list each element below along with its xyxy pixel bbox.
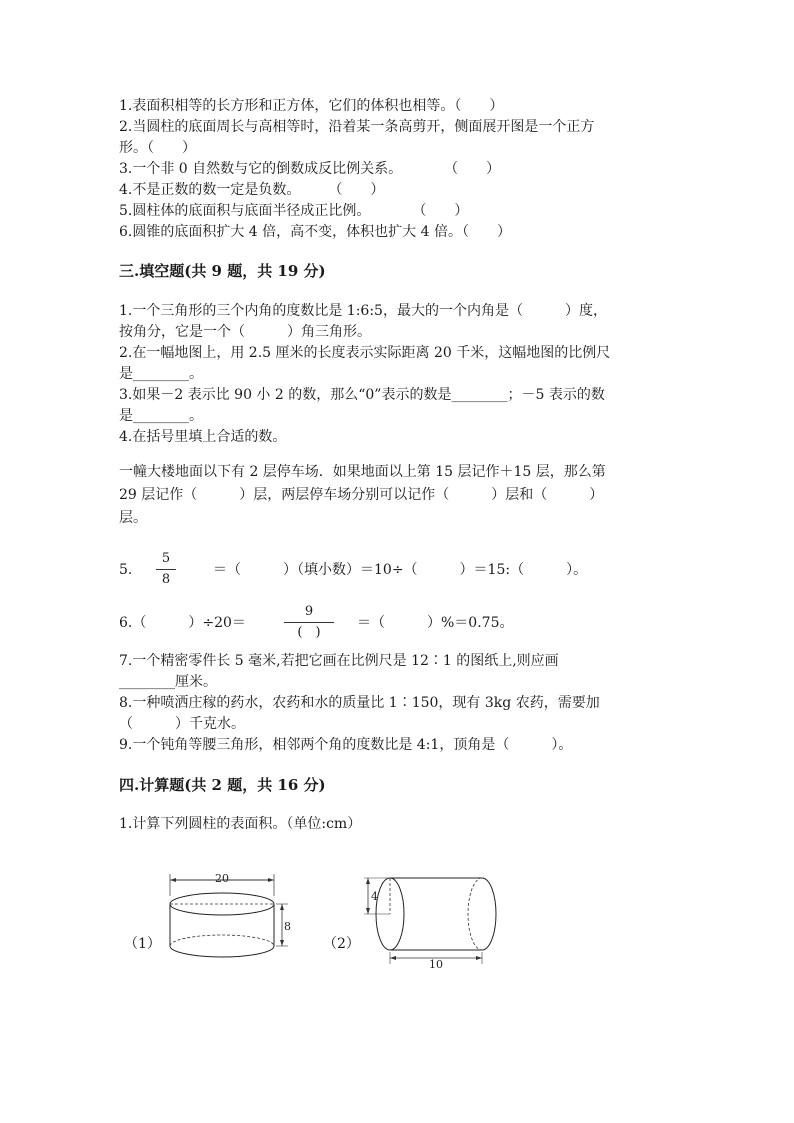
- fill-story-line3: 层。: [119, 510, 147, 526]
- fill-q3-line1: 3.如果－2 表示比 90 小 2 的数，那么“0”表示的数是________；－5 表示的数: [119, 387, 605, 403]
- fill-q2-line2: 是________。: [119, 366, 203, 382]
- fill-q6-numerator: 9: [304, 604, 314, 619]
- fill-q8-line1: 8.一种喷洒庄稼的药水，农药和水的质量比 1∶150，现有 3kg 农药，需要加: [119, 695, 600, 711]
- fill-q6-rest: ＝（ ）%＝0.75。: [357, 615, 514, 631]
- fill-q5-fraction: [156, 550, 176, 589]
- judge-item-2: 2.当圆柱的底面周长与高相等时，沿着某一条高剪开，侧面展开图是一个正方: [119, 119, 595, 135]
- figure-1-diameter: 20: [215, 872, 229, 885]
- fill-story-line1: 一幢大楼地面以下有 2 层停车场．如果地面以上第 15 层记作＋15 层，那么第: [119, 464, 606, 480]
- judge-item-3: 3.一个非 0 自然数与它的倒数成反比例关系。 （ ）: [119, 161, 501, 177]
- judge-item-1: 1.表面积相等的长方形和正方体，它们的体积也相等。（ ）: [119, 98, 504, 114]
- fraction-bar: [284, 622, 334, 623]
- fill-q3-line2: 是________。: [119, 408, 203, 424]
- judge-item-2-cont: 形。（ ）: [119, 140, 196, 156]
- judge-item-4: 4.不是正数的数一定是负数。 （ ）: [119, 182, 385, 198]
- fill-q6-fraction: [284, 603, 334, 642]
- fill-section-heading: 三.填空题(共 9 题，共 19 分): [119, 262, 326, 280]
- figure-2-radius: 4: [371, 890, 378, 903]
- fill-q7-line1: 7.一个精密零件长 5 毫米,若把它画在比例尺是 12∶1 的图纸上,则应画: [119, 653, 559, 669]
- fill-q6-denominator: ( ): [297, 625, 321, 640]
- fill-q1-line1: 1.一个三角形的三个内角的度数比是 1:6:5，最大的一个内角是（ ）度，: [119, 303, 607, 319]
- fill-q5-label: 5.: [119, 562, 133, 578]
- fill-q5-rest: ＝（ ）（填小数）＝10÷（ ）＝15:（ ）。: [213, 562, 588, 578]
- calc-q1: 1.计算下列圆柱的表面积。（单位:cm）: [119, 816, 362, 832]
- fill-q9-line: 9.一个钝角等腰三角形，相邻两个角的度数比是 4:1，顶角是（ ）。: [119, 737, 573, 753]
- cylinder-figure-1: [160, 866, 300, 970]
- fill-q6-left: 6.（ ）÷20＝: [119, 615, 246, 631]
- fill-q7-line2: ________厘米。: [119, 674, 217, 690]
- judge-item-6: 6.圆锥的底面积扩大 4 倍，高不变，体积也扩大 4 倍。（ ）: [119, 224, 511, 240]
- figure-1-height: 8: [284, 920, 291, 933]
- fill-q5-denominator: 8: [161, 572, 171, 587]
- figure-1-label: （1）: [124, 936, 161, 952]
- calc-section-heading: 四.计算题(共 2 题，共 16 分): [119, 776, 326, 794]
- fill-story-line2: 29 层记作（ ）层，两层停车场分别可以记作（ ）层和（ ）: [119, 487, 604, 503]
- figure-2-length: 10: [429, 958, 443, 970]
- fraction-bar: [156, 569, 176, 570]
- fill-q5-numerator: 5: [161, 551, 171, 566]
- cylinder-figure-2: [360, 866, 505, 970]
- fill-q1-line2: 按角分，它是一个（ ）角三角形。: [119, 324, 371, 340]
- fill-q4-line: 4.在括号里填上合适的数。: [119, 429, 287, 445]
- judge-item-5: 5.圆柱体的底面积与底面半径成正比例。 （ ）: [119, 203, 469, 219]
- figure-2-label: （2）: [323, 936, 360, 952]
- fill-q2-line1: 2.在一幅地图上，用 2.5 厘米的长度表示实际距离 20 千米，这幅地图的比例尺: [119, 345, 611, 361]
- fill-q8-line2: （ ）千克水。: [119, 716, 245, 732]
